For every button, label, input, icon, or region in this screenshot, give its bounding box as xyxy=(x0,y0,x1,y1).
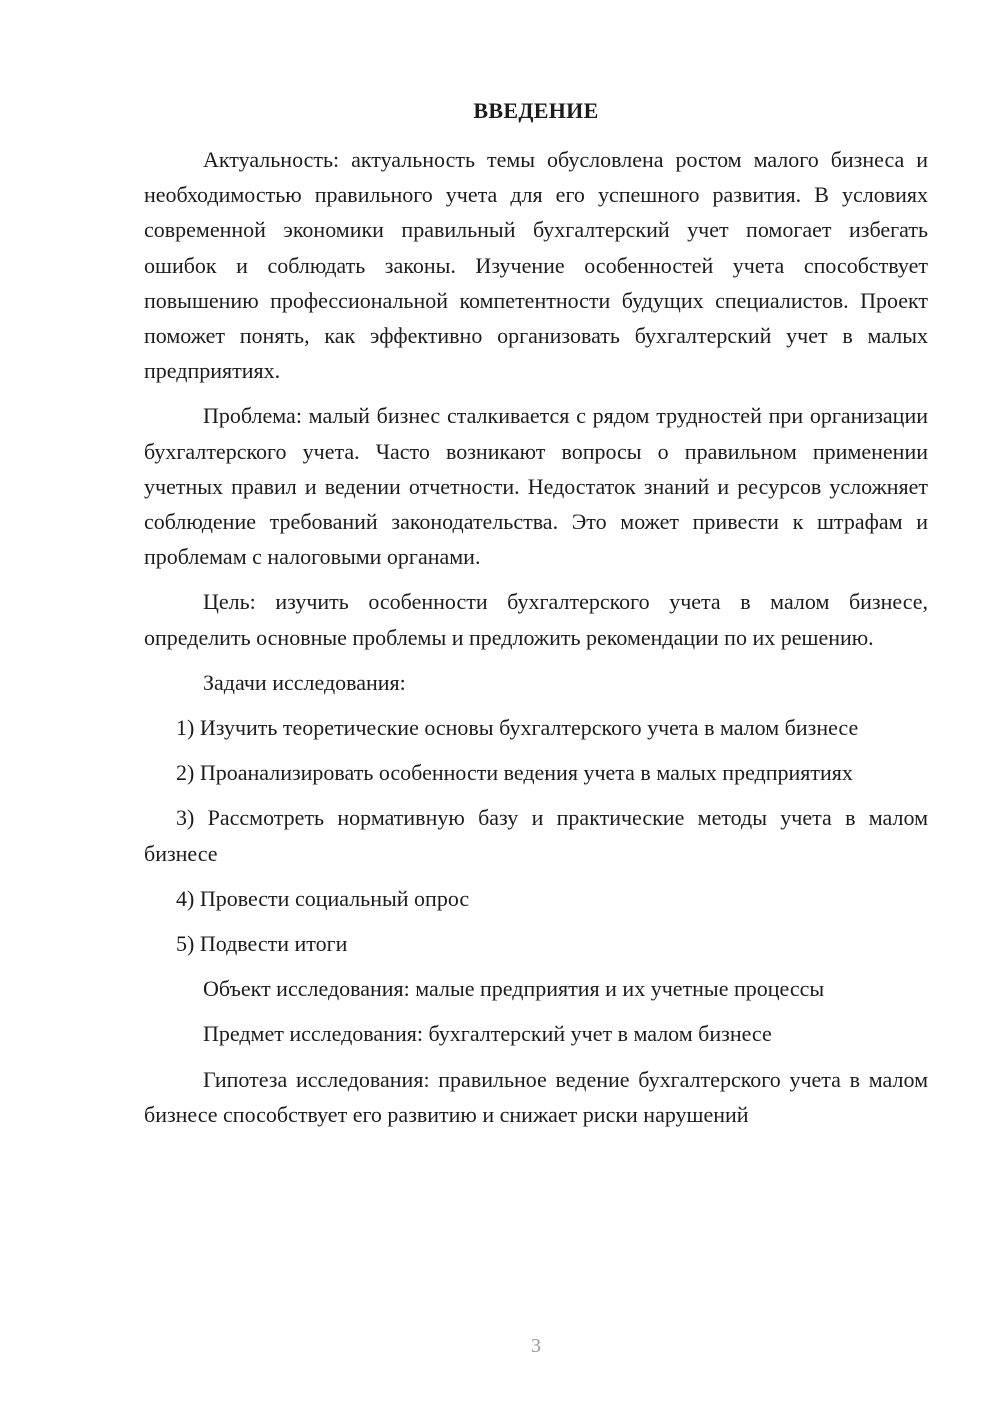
task-item-5: 5) Подвести итоги xyxy=(176,931,348,957)
document-body xyxy=(144,142,928,1142)
page-number: 3 xyxy=(531,1335,541,1357)
paragraph-tasks-heading: Задачи исследования: xyxy=(203,669,406,695)
paragraph-hypothesis: Гипотеза исследования: правильное ведение бухгалтерского учета в малом бизнесе способствует его развитию и снижает риски нарушений xyxy=(144,1066,928,1127)
task-item-3: 3) Рассмотреть нормативную базу и практические методы учета в малом бизнесе xyxy=(144,805,928,866)
task-item-2: 2) Проанализировать особенности ведения учета в малых предприятиях xyxy=(176,760,853,786)
paragraph-problem: Проблема: малый бизнес сталкивается с рядом трудностей при организации бухгалтерского учета. Часто возникают вопросы о правильном применении учетных правил и ведении отчетности. Недостаток знаний и ресурсов усложняет соблюдение требований законодательства. Это может привести к штрафам и проблемам с налоговыми органами. xyxy=(144,403,928,570)
paragraph-subject: Предмет исследования: бухгалтерский учет в малом бизнесе xyxy=(203,1021,772,1047)
task-item-4: 4) Провести социальный опрос xyxy=(176,885,470,911)
page-title: ВВЕДЕНИЕ xyxy=(473,98,599,123)
task-item-1: 1) Изучить теоретические основы бухгалтерского учета в малом бизнесе xyxy=(176,715,859,741)
paragraph-object: Объект исследования: малые предприятия и их учетные процессы xyxy=(203,976,825,1002)
paragraph-relevance: Актуальность: актуальность темы обусловлена ростом малого бизнеса и необходимостью правильного учета для его успешного развития. В условиях современной экономики правильный бухгалтерский учет помогает избегать ошибок и соблюдать законы. Изучение особенностей учета способствует повышению профессиональной компетентности будущих специалистов. Проект поможет понять, как эффективно организовать бухгалтерский учет в малых предприятиях. xyxy=(144,147,928,384)
paragraph-goal: Цель: изучить особенности бухгалтерского учета в малом бизнесе, определить основные проблемы и предложить рекомендации по их решению. xyxy=(144,589,928,650)
